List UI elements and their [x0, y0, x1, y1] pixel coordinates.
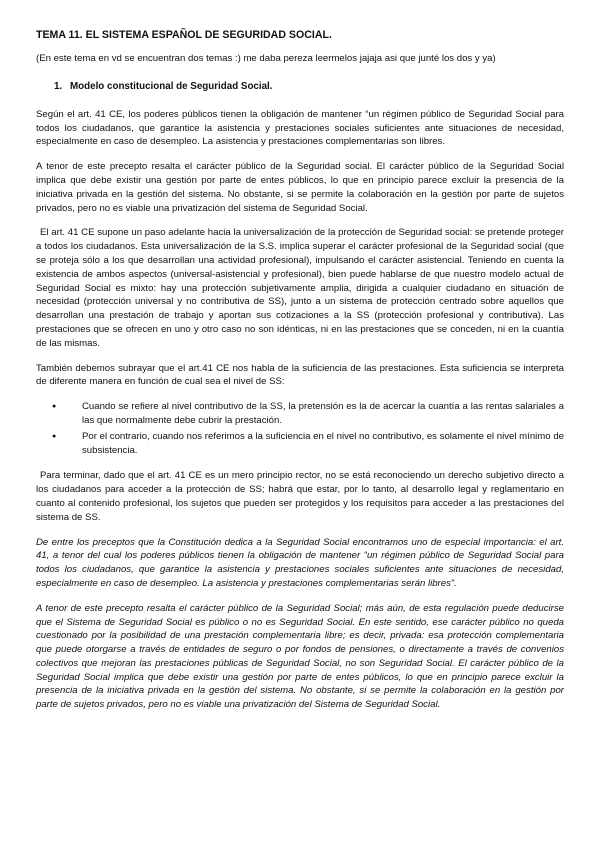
section-heading [54, 80, 564, 94]
list-item: ● Por el contrario, cuando nos referimos a la suficiencia en el nivel no contributivo, es solamente el nivel mínimo de subsistencia. [82, 430, 564, 458]
italic-paragraph: De entre los preceptos que la Constitución dedica a la Seguridad Social encontramos uno de especial importancia: el art. 41, a tenor del cual los poderes públicos tienen la obligación de mantener “un régimen público de Seguridad Social para todos los ciudadanos, que garantice la asistencia y prestaciones sociales suficientes ante situaciones de necesidad, especialmente en caso de desempleo. La asistencia y prestaciones complementarias serán libres”. [36, 536, 564, 589]
author-note: (En este tema en vd se encuentran dos temas :) me daba pereza leermelos jajaja asi que junté los dos y ya) [36, 53, 496, 64]
paragraph-suficiencia: También debemos subrayar que el art.41 CE nos habla de la suficiencia de las prestaciones. Esta suficiencia se interpreta de diferente manera en función de cual sea el nivel de SS: [36, 362, 564, 388]
list-item: ● Cuando se refiere al nivel contributivo de la SS, la pretensión es la de acercar la cuantía a las rentas salariales a las que normalmente debe cubrir la prestación. [82, 400, 564, 428]
bullet-list [36, 400, 564, 457]
italic-paragraph: A tenor de este precepto resalta el carácter público de la Seguridad Social; más aún, de esta regulación puede deducirse que el Sistema de Seguridad Social es público o no es Seguridad Social. En este sentido, ese carácter público no queda cuestionado por la posibilidad de una prestación complementaria libre; es decir, privada: esa protección complementaria que puede otorgarse a través de entidades de seguro o por fondos de pensiones, o directamente a través de convenios colectivos que mejoran las prestaciones públicas de Seguridad Social, no son Seguridad Social. El carácter público de la Seguridad Social implica que debe existir una gestión por parte de entes públicos, lo que en principio parece excluir la presencia de la iniciativa privada en la gestión del sistema. No obstante, si se permite la colaboración en la gestión por parte de sujetos privados, pero no es viable una privatización del Sistema de Seguridad Social. [36, 602, 564, 711]
paragraph-closing: Para terminar, dado que el art. 41 CE es un mero principio rector, no se está reconociendo un derecho subjetivo directo a los ciudadanos para acceder a la protección de SS; habrá que estar, por lo tanto, al desarrollo legal y reglamentario en cuanto al contenido profesional, los sujetos que pueden ser protegidos y los requisitos para acceder a las prestaciones del sistema de SS. [36, 470, 564, 523]
document-title: TEMA 11. EL SISTEMA ESPAÑOL DE SEGURIDAD SOCIAL. [36, 29, 332, 41]
section-title: Modelo constitucional de Seguridad Social. [70, 80, 273, 92]
paragraph-art41: Según el art. 41 CE, los poderes públicos tienen la obligación de mantener “un régimen público de Seguridad Social para todos los ciudadanos, que garantice la asistencia y prestaciones sociales suficientes ante situaciones de necesidad, especialmente en caso de desempleo. La asistencia y prestaciones complementarias son libres. [36, 108, 564, 148]
paragraph-caracter-publico: A tenor de este precepto resalta el carácter público de la Seguridad social. El carácter público de la Seguridad Social implica que debe existir una gestión por parte de entes públicos, lo que en principio parece excluir la presencia de la iniciativa privada en la gestión del sistema. No obstante, si se permite la colaboración en la gestión por parte de sujetos privados, pero no es viable una privatización del sistema de Seguridad Social. [36, 161, 564, 214]
section-number: 1. [54, 80, 63, 92]
paragraph-universalizacion: El art. 41 CE supone un paso adelante hacia la universalización de la protección de Seguridad social: se pretende proteger a todos los ciudadanos. Esta universalización de la S.S. implica superar el carácter profesional de la Seguridad social (que se proteja sólo a los que desarrollan una actividad profesional), impulsando el carácter asistencial. Teniendo en cuenta la existencia de ambos aspectos (universal-asistencial y profesional), bien puede hablarse de que nuestro modelo actual de Seguridad Social es mixto: hay una protección subjetivamente amplia, dirigida a cualquier ciudadano en situación de necesidad (protección universal y no contributiva de SS), junto a un sistema de protección centrado sobre aquellos que desarrollan una prestación de trabajo y aportan sus cotizaciones a la SS (protección profesional y contributiva). Las prestaciones que se ofrecen en uno y otro caso no son idénticas, ni en las prestaciones que se conceden, ni en la cuantía de las mismas. [36, 227, 564, 349]
